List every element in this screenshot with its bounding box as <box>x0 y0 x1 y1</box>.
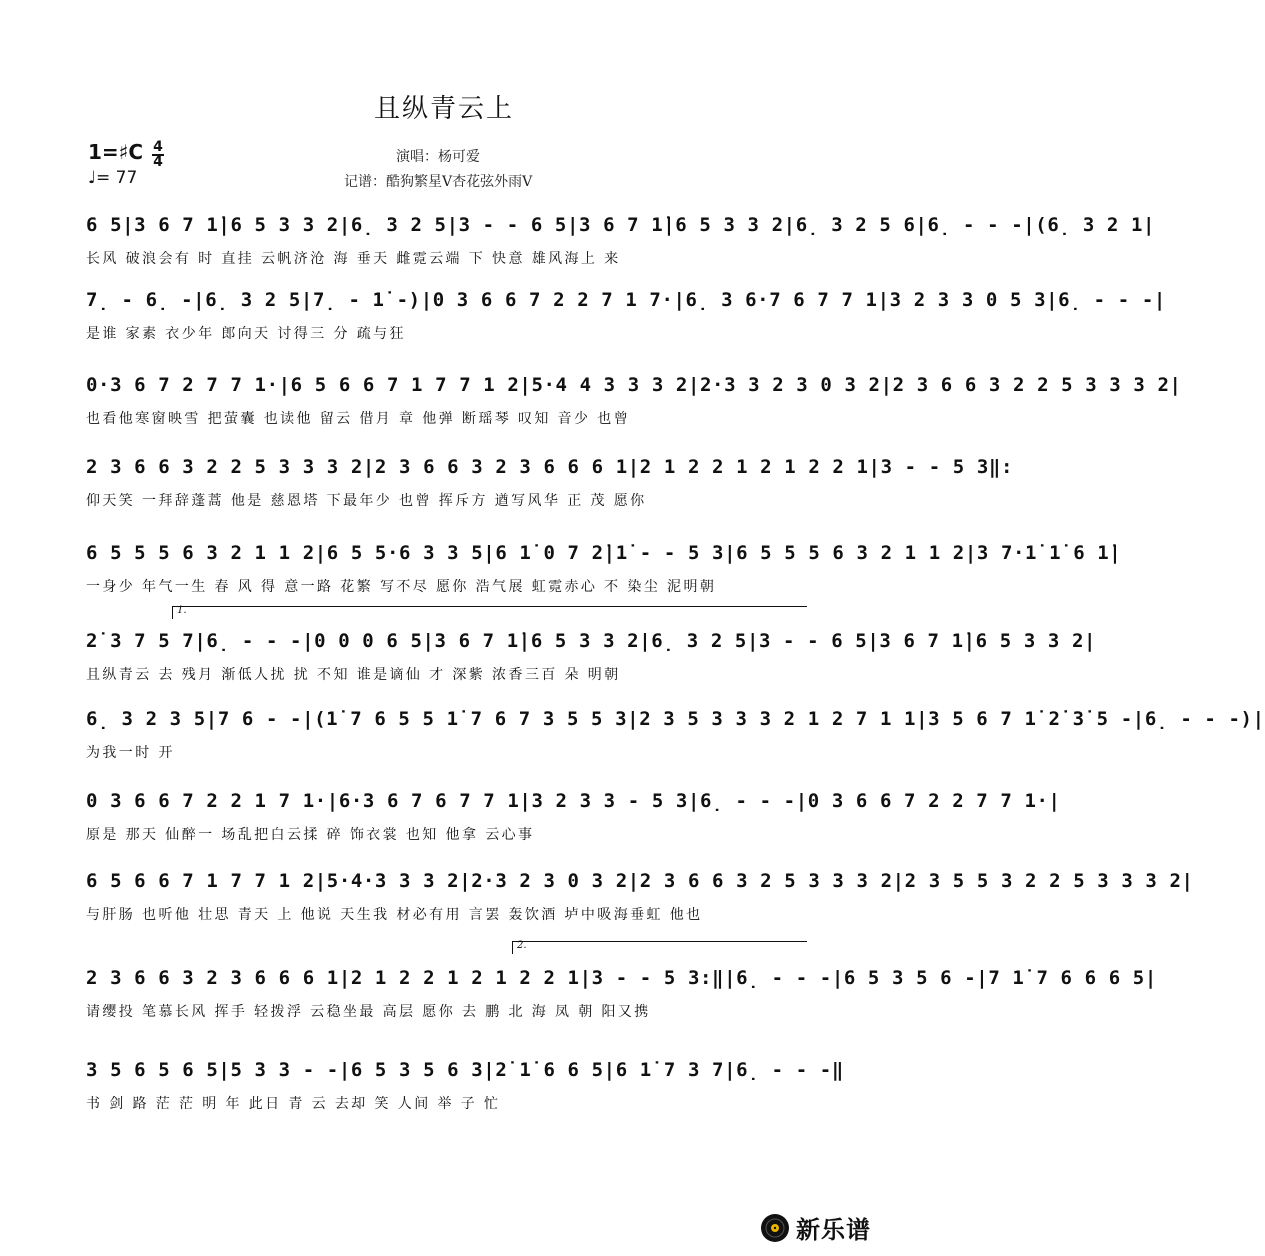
time-signature-top: 4 <box>153 139 163 155</box>
notation-line: 6 5 5 5 6 3 2 1 1 2|6 5 5·6 3 3 5|6 1̇ 0 7 2̇|1̇ - - 5 3|6 5 5 5 6 3 2 1 1 2|3 7·1̇ 1̇ 6 1̇| <box>86 542 1122 564</box>
notation-line: 6 5|3 6 7 1̇|6 5 3 3 2|6̣ 3 2 5|3 - - 6 5|3 6 7 1̇|6 5 3 3 2|6̣ 3 2 5 6|6̣ - - -|(6̣ 3 2 1| <box>86 214 1156 236</box>
score-row <box>86 370 1182 430</box>
score-row <box>86 452 1013 512</box>
score-row <box>86 963 1157 1023</box>
lyrics-line: 仰天笑 一拜辞蓬蒿 他是 慈恩塔 下最年少 也曾 挥斥方 遒写风华 正 茂 愿你 <box>86 493 647 509</box>
first-ending-bracket <box>172 606 807 619</box>
notation-line: 2̇ 3 7 5 7|6̣ - - -|0 0 0 6 5|3 6 7 1̇|6 5 3 3 2|6̣ 3 2 5|3 - - 6 5|3 6 7 1̇|6 5 3 3 2| <box>86 630 1097 652</box>
lyrics-line: 原是 那天 仙醉一 场乱把白云揉 碎 饰衣裳 也知 他拿 云心事 <box>86 827 535 843</box>
notation-line: 6̣ 3 2 3 5|7 6 - -|(1̇ 7 6 5 5 1̇ 7 6 7 3 5 5 3|2 3 5 3 3 3 2 1 2 7 1 1|3 5 6 7 1̇ 2̇ 3̇ 5 -|6̣ - - -)| <box>86 708 1265 730</box>
notation-line: 6 5 6 6 7 1 7 7 1 2|5·4·3 3 3 2|2·3 2 3 0 3 2|2 3 6 6 3 2 5 3 3 3 2|2 3 5 5 3 2 2 5 3 3 3 2| <box>86 870 1194 892</box>
logo-text: 新乐谱 <box>796 1216 871 1244</box>
lyrics-line: 与肝肠 也听他 壮思 青天 上 他说 天生我 材必有用 言罢 轰饮酒 垆中吸海垂虹 他也 <box>86 907 703 923</box>
lyrics-line: 一身少 年气一生 春 风 得 意一路 花繁 写不尽 愿你 浩气展 虹霓赤心 不 染尘 泥明朝 <box>86 579 717 595</box>
tempo-marking: ♩= 77 <box>88 168 138 188</box>
lyrics-line: 长风 破浪会有 时 直挂 云帆济沧 海 垂天 雌霓云端 下 快意 雄风海上 来 <box>86 251 621 267</box>
second-ending-label: 2. <box>517 940 527 951</box>
lyrics-line: 为我一时 开 <box>86 745 175 761</box>
score-row <box>86 1055 844 1115</box>
score-row <box>86 285 1166 345</box>
time-signature-bottom: 4 <box>153 154 163 170</box>
score-row <box>86 866 1194 926</box>
score-row <box>86 704 1265 764</box>
notation-line: 3 5 6 5 6 5|5 3 3 - -|6 5 3 5 6 3|2̇ 1̇ 6 6 5|6 1̇ 7 3 7|6̣ - - -‖ <box>86 1059 844 1081</box>
lyrics-line: 且纵青云 去 残月 渐低人扰 扰 不知 谁是谪仙 才 深紫 浓香三百 朵 明朝 <box>86 667 621 683</box>
vinyl-record-icon <box>760 1213 790 1243</box>
lyrics-line: 书 剑 路 茫 茫 明 年 此日 青 云 去却 笑 人间 举 子 忙 <box>86 1096 501 1112</box>
notation-line: 2 3 6 6 3 2 2 5 3 3 3 2|2 3 6 6 3 2 3 6 6 6 1|2 1 2 2 1 2 1 2 2 1|3 - - 5 3‖: <box>86 456 1013 478</box>
first-ending-label: 1. <box>177 605 187 616</box>
notation-line: 0·3 6 7 2 7 7 1·|6 5 6 6 7 1 7 7 1 2|5·4 4 3 3 3 2|2·3 3 2 3 0 3 2|2 3 6 6 3 2 2 5 3 3 3 2| <box>86 374 1182 396</box>
transcriber-credit: 记谱：酷狗繁星V杏花弦外雨V <box>344 174 533 190</box>
time-signature <box>152 141 164 169</box>
key-signature: 1=♯C <box>88 140 144 164</box>
singer-credit: 演唱：杨可爱 <box>396 149 480 165</box>
second-ending-bracket <box>512 941 807 954</box>
lyrics-line: 请缨投 笔慕长风 挥手 轻拨浮 云稳坐最 高层 愿你 去 鹏 北 海 凤 朝 阳又携 <box>86 1004 651 1020</box>
notation-line: 7̣ - 6̣ -|6̣ 3 2 5|7̣ - 1̇ -)|0 3 6 6 7 2 2 7 1 7·|6̣ 3 6·7 6 7 7 1|3 2 3 3 0 5 3|6̣ - - -| <box>86 289 1166 311</box>
lyrics-line: 是谁 家素 衣少年 郎向天 讨得三 分 疏与狂 <box>86 326 406 342</box>
lyrics-line: 也看他寒窗映雪 把萤囊 也读他 留云 借月 章 他弹 断瑶琴 叹知 音少 也曾 <box>86 411 631 427</box>
score-row <box>86 210 1156 270</box>
score-row <box>86 538 1122 598</box>
score-row <box>86 626 1097 686</box>
score-row <box>86 786 1061 846</box>
song-title: 且纵青云上 <box>373 94 514 124</box>
notation-line: 2 3 6 6 3 2 3 6 6 6 1|2 1 2 2 1 2 1 2 2 1|3 - - 5 3:‖|6̣ - - -|6 5 3 5 6 -|7 1̇ 7 6 6 6 5| <box>86 967 1157 989</box>
notation-line: 0 3 6 6 7 2 2 1 7 1·|6·3 6 7 6 7 7 1|3 2 3 3 - 5 3|6̣ - - -|0 3 6 6 7 2 2 7 7 1·| <box>86 790 1061 812</box>
site-logo <box>760 1210 871 1245</box>
